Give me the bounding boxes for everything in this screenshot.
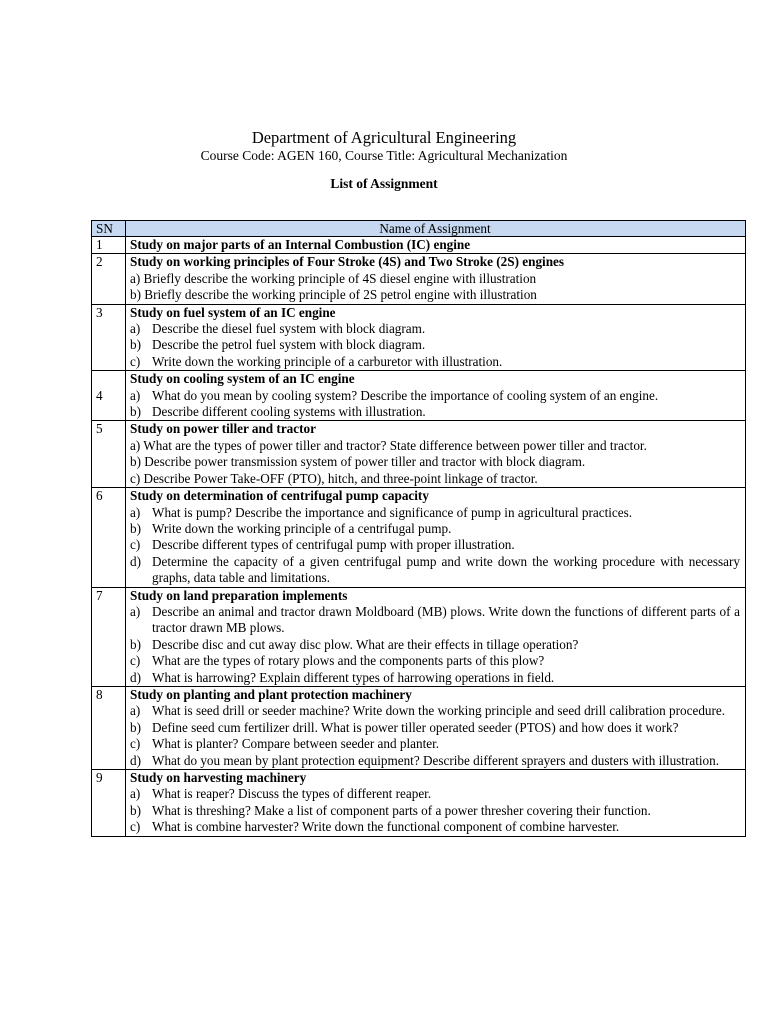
question-item	[130, 653, 740, 669]
question-item	[130, 753, 740, 769]
question-item	[130, 604, 740, 637]
question-item	[130, 388, 740, 404]
item-text: Determine the capacity of a given centrifugal pump and write down the working procedure with necessary graphs, data table and limitations.	[152, 553, 740, 586]
item-text: Describe the diesel fuel system with block diagram.	[152, 321, 426, 337]
item-marker: b)	[130, 404, 141, 420]
assignment-title: Study on determination of centrifugal pump capacity	[130, 488, 429, 504]
row-content	[126, 371, 746, 421]
row-sn: 4	[92, 371, 126, 421]
department-heading: Department of Agricultural Engineering	[251, 128, 517, 147]
item-text: What is pump? Describe the importance and significance of pump in agricultural practices.	[152, 504, 633, 520]
question-item	[130, 404, 740, 420]
row-sn: 5	[92, 421, 126, 488]
column-header-name: Name of Assignment	[126, 221, 746, 237]
row-content	[126, 421, 746, 488]
table-header-row	[92, 221, 746, 237]
row-sn: 3	[92, 304, 126, 371]
question-item	[130, 736, 740, 752]
question-item	[130, 554, 740, 587]
course-subheading: Course Code: AGEN 160, Course Title: Agricultural Mechanization	[200, 148, 568, 163]
item-text: What is threshing? Make a list of component parts of a power thresher covering their function.	[152, 802, 651, 818]
item-marker: d)	[130, 553, 141, 569]
item-marker: a)	[130, 504, 141, 520]
item-marker: c)	[130, 537, 141, 553]
assignment-table	[91, 220, 746, 837]
question-item: b) Briefly describe the working principle of 2S petrol engine with illustration	[130, 287, 537, 303]
question-item	[130, 354, 740, 370]
question-item	[130, 505, 740, 521]
question-item: b) Describe power transmission system of power tiller and tractor with block diagram.	[130, 454, 586, 470]
item-text: Describe an animal and tractor drawn Moldboard (MB) plows. Write down the functions of different parts of a tractor drawn MB plows.	[152, 603, 740, 636]
question-item	[130, 637, 740, 653]
item-marker: b)	[130, 520, 141, 536]
table-row	[92, 770, 746, 837]
question-item: c) Describe Power Take-OFF (PTO), hitch, and three-point linkage of tractor.	[130, 470, 538, 486]
question-item	[130, 321, 740, 337]
row-content	[126, 254, 746, 304]
item-text: Describe disc and cut away disc plow. What are their effects in tillage operation?	[152, 636, 579, 652]
table-row	[92, 421, 746, 488]
item-text: What is seed drill or seeder machine? Write down the working principle and seed drill calibration procedure.	[152, 703, 726, 719]
item-text: Describe the petrol fuel system with block diagram.	[152, 337, 426, 353]
item-text: What is planter? Compare between seeder and planter.	[152, 736, 440, 752]
item-text: What do you mean by cooling system? Describe the importance of cooling system of an engine.	[152, 387, 659, 403]
item-text: Describe different cooling systems with illustration.	[152, 404, 426, 420]
table-row	[92, 587, 746, 686]
table-row	[92, 254, 746, 304]
question-item	[130, 521, 740, 537]
list-title: List of Assignment	[330, 176, 438, 191]
question-item	[130, 337, 740, 353]
item-text: Define seed cum fertilizer drill. What is power tiller operated seeder (PTOS) and how does it work?	[152, 719, 679, 735]
table-row	[92, 371, 746, 421]
table-row	[92, 237, 746, 254]
row-content	[126, 587, 746, 686]
item-marker: b)	[130, 802, 141, 818]
row-sn: 1	[92, 237, 126, 254]
assignment-title: Study on land preparation implements	[130, 587, 348, 603]
table-row	[92, 686, 746, 769]
row-content	[126, 488, 746, 587]
item-text: What is harrowing? Explain different types of harrowing operations in field.	[152, 669, 555, 685]
item-marker: a)	[130, 786, 141, 802]
item-marker: b)	[130, 636, 141, 652]
row-sn: 9	[92, 770, 126, 837]
assignment-title: Study on fuel system of an IC engine	[130, 304, 336, 320]
question-item	[130, 803, 740, 819]
item-marker: a)	[130, 321, 141, 337]
item-marker: a)	[130, 703, 141, 719]
question-item	[130, 670, 740, 686]
table-row	[92, 304, 746, 371]
assignment-title: Study on cooling system of an IC engine	[130, 371, 355, 387]
item-text: What do you mean by plant protection equipment? Describe different sprayers and dusters with illustration.	[152, 752, 720, 768]
item-marker: d)	[130, 669, 141, 685]
question-item	[130, 786, 740, 802]
item-text: Write down the working principle of a carburetor with illustration.	[152, 353, 503, 369]
item-text: What is combine harvester? Write down the functional component of combine harvester.	[152, 819, 620, 835]
table-body	[92, 237, 746, 837]
item-marker: a)	[130, 603, 141, 619]
item-marker: c)	[130, 353, 141, 369]
question-item	[130, 703, 740, 719]
item-marker: c)	[130, 819, 141, 835]
item-text: What is reaper? Discuss the types of different reaper.	[152, 786, 432, 802]
item-marker: c)	[130, 653, 141, 669]
row-content	[126, 237, 746, 254]
item-marker: b)	[130, 719, 141, 735]
item-marker: c)	[130, 736, 141, 752]
assignment-title: Study on planting and plant protection machinery	[130, 686, 412, 702]
row-content	[126, 686, 746, 769]
row-sn: 8	[92, 686, 126, 769]
assignment-title: Study on power tiller and tractor	[130, 421, 316, 437]
item-marker: d)	[130, 752, 141, 768]
column-header-sn: SN	[92, 221, 126, 237]
table-row	[92, 488, 746, 587]
question-item: a) Briefly describe the working principle of 4S diesel engine with illustration	[130, 270, 537, 286]
question-item: a) What are the types of power tiller and tractor? State difference between power tiller and tractor.	[130, 437, 647, 453]
item-text: Describe different types of centrifugal pump with proper illustration.	[152, 537, 515, 553]
assignment-title: Study on harvesting machinery	[130, 770, 307, 785]
assignment-title: Study on major parts of an Internal Combustion (IC) engine	[130, 237, 471, 252]
item-marker: b)	[130, 337, 141, 353]
row-content	[126, 304, 746, 371]
question-item	[130, 819, 740, 835]
row-sn: 7	[92, 587, 126, 686]
question-item	[130, 720, 740, 736]
item-text: What are the types of rotary plows and the components parts of this plow?	[152, 653, 545, 669]
question-item	[130, 537, 740, 553]
assignment-title: Study on working principles of Four Stroke (4S) and Two Stroke (2S) engines	[130, 254, 565, 270]
row-sn: 2	[92, 254, 126, 304]
item-marker: a)	[130, 387, 141, 403]
row-sn: 6	[92, 488, 126, 587]
row-content	[126, 770, 746, 837]
item-text: Write down the working principle of a centrifugal pump.	[152, 520, 452, 536]
